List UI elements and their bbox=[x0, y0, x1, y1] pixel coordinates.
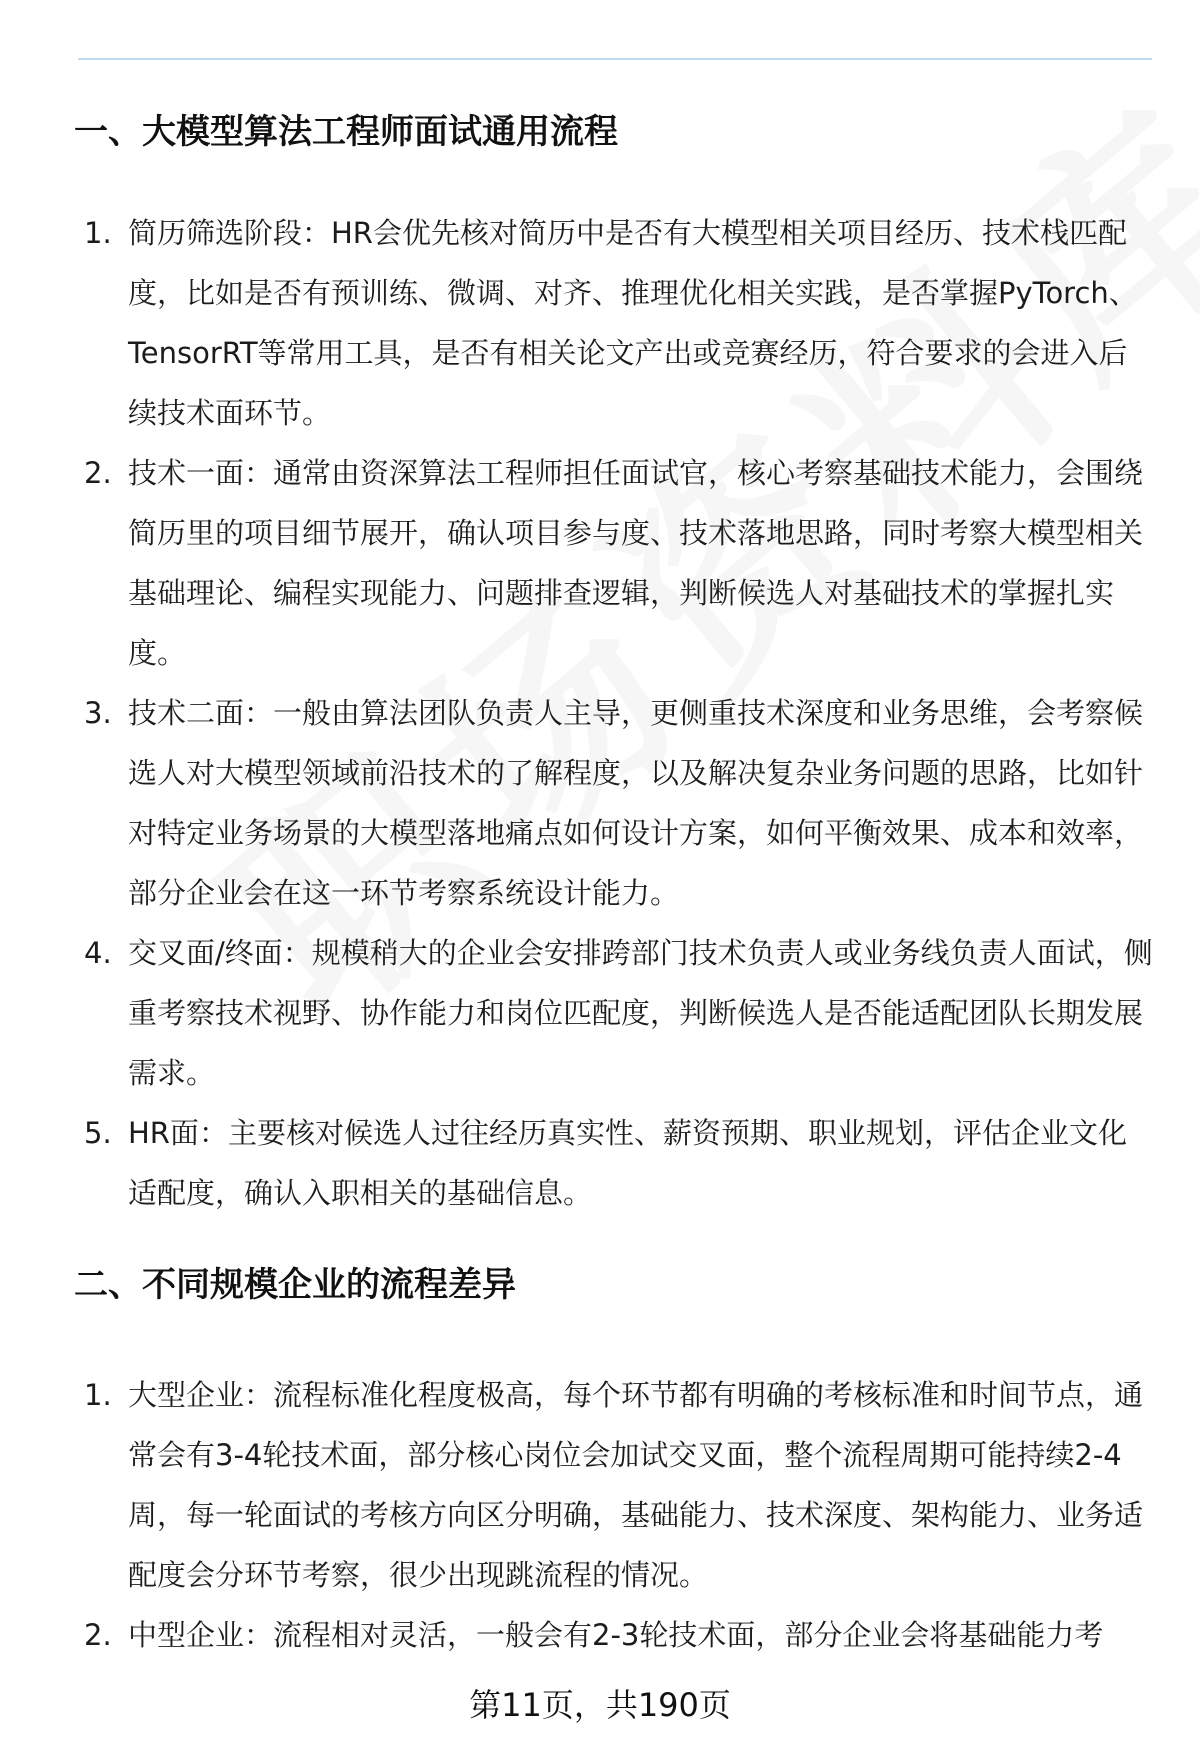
section-heading-process: 一、大模型算法工程师面试通用流程 bbox=[74, 112, 618, 152]
item-number: 3. bbox=[84, 696, 112, 730]
item-number: 2. bbox=[84, 456, 112, 490]
section-heading-company-differences: 二、不同规模企业的流程差异 bbox=[74, 1265, 516, 1305]
company-differences-list bbox=[0, 1365, 1200, 1665]
item-text: 技术一面：通常由资深算法工程师担任面试官，核心考察基础技术能力，会围绕简历里的项目细节展开，确认项目参与度、技术落地思路，同时考察大模型相关基础理论、编程实现能力、问题排查逻辑，判断候选人对基础技术的掌握扎实度。 bbox=[128, 456, 1144, 670]
process-steps-list bbox=[0, 203, 1200, 1223]
item-text: 中型企业：流程相对灵活，一般会有2-3轮技术面，部分企业会将基础能力考 bbox=[128, 1618, 1104, 1652]
list-item bbox=[0, 443, 1200, 683]
item-text: HR面：主要核对候选人过往经历真实性、薪资预期、职业规划，评估企业文化适配度，确认入职相关的基础信息。 bbox=[128, 1116, 1127, 1210]
list-item bbox=[0, 203, 1200, 443]
page-number-footer: 第11页，共190页 bbox=[469, 1686, 731, 1724]
list-item bbox=[0, 1605, 1200, 1665]
item-number: 2. bbox=[84, 1618, 112, 1652]
list-item bbox=[0, 683, 1200, 923]
header-divider bbox=[78, 58, 1152, 60]
item-text: 大型企业：流程标准化程度极高，每个环节都有明确的考核标准和时间节点，通常会有3-4轮技术面，部分核心岗位会加试交叉面，整个流程周期可能持续2-4周，每一轮面试的考核方向区分明确，基础能力、技术深度、架构能力、业务适配度会分环节考察，很少出现跳流程的情况。 bbox=[128, 1378, 1144, 1592]
list-item bbox=[0, 923, 1200, 1103]
item-number: 4. bbox=[84, 936, 112, 970]
item-text: 交叉面/终面：规模稍大的企业会安排跨部门技术负责人或业务线负责人面试，侧重考察技术视野、协作能力和岗位匹配度，判断候选人是否能适配团队长期发展需求。 bbox=[128, 936, 1153, 1090]
item-text: 技术二面：一般由算法团队负责人主导，更侧重技术深度和业务思维，会考察候选人对大模型领域前沿技术的了解程度，以及解决复杂业务问题的思路，比如针对特定业务场景的大模型落地痛点如何设计方案，如何平衡效果、成本和效率，部分企业会在这一环节考察系统设计能力。 bbox=[128, 696, 1144, 910]
item-number: 1. bbox=[84, 216, 112, 250]
list-item bbox=[0, 1365, 1200, 1605]
item-number: 1. bbox=[84, 1378, 112, 1412]
item-text: 简历筛选阶段：HR会优先核对简历中是否有大模型相关项目经历、技术栈匹配度，比如是否有预训练、微调、对齐、推理优化相关实践，是否掌握PyTorch、TensorRT等常用工具，是否有相关论文产出或竞赛经历，符合要求的会进入后续技术面环节。 bbox=[128, 216, 1138, 430]
list-item bbox=[0, 1103, 1200, 1223]
item-number: 5. bbox=[84, 1116, 112, 1150]
